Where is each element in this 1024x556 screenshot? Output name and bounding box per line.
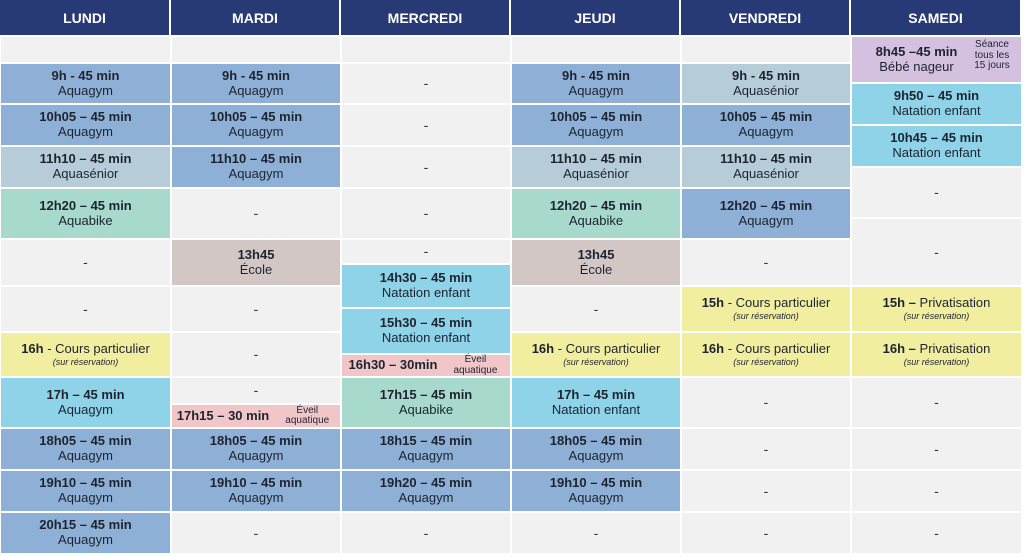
empty-dash: - [83, 300, 88, 317]
session-time: 10h05 – 45 min [549, 109, 643, 125]
empty-slot [511, 512, 681, 554]
session-activity: Aquabike [398, 401, 454, 417]
session-time: 19h10 – 45 min [39, 475, 132, 491]
session-activity: Aquagym [568, 490, 624, 505]
class-slot[interactable] [0, 428, 171, 470]
empty-dash: - [253, 346, 259, 363]
class-slot[interactable] [0, 63, 171, 104]
session-side-note: Séance tous les 15 jours [974, 39, 1010, 71]
empty-dash: - [423, 116, 429, 133]
session-line [883, 342, 991, 357]
session-time: 17h – 45 min [46, 386, 125, 402]
empty-slot [851, 167, 1022, 218]
session-activity: Aquagym [568, 448, 624, 463]
class-slot[interactable] [171, 146, 341, 188]
class-slot[interactable] [511, 470, 681, 512]
empty-slot [0, 286, 171, 332]
empty-dash: - [934, 524, 939, 541]
session-time: 15h30 – 45 min [379, 315, 473, 331]
session-activity: Aquagym [568, 124, 624, 139]
session-activity: Aquagym [228, 166, 284, 181]
class-slot[interactable] [681, 104, 851, 146]
class-slot[interactable] [511, 428, 681, 470]
empty-slot [171, 286, 341, 332]
session-time: 16h30 – 30min [348, 357, 438, 373]
empty-slot [171, 377, 341, 404]
day-header-jeudi: JEUDI [511, 0, 681, 35]
session-activity: Aquagym [58, 82, 113, 98]
session-time: 11h10 – 45 min [39, 151, 132, 167]
session-time: 13h45 [237, 246, 275, 262]
day-header-vendredi: VENDREDI [681, 0, 851, 35]
empty-dash: - [763, 524, 769, 541]
empty-dash: - [253, 300, 259, 317]
empty-slot [0, 239, 171, 286]
class-slot[interactable] [511, 188, 681, 239]
session-line [702, 296, 831, 311]
reservation-note: (sur réservation) [903, 356, 970, 367]
class-slot[interactable] [511, 377, 681, 428]
reservation-note: (sur réservation) [563, 356, 629, 367]
empty-slot [681, 377, 851, 428]
class-slot[interactable] [341, 428, 511, 470]
session-activity: Natation enfant [381, 285, 471, 300]
empty-dash: - [763, 394, 769, 411]
session-time: 18h05 – 45 min [209, 433, 303, 449]
session-time: 16h [701, 340, 725, 356]
empty-slot [851, 218, 1022, 286]
empty-slot [341, 512, 511, 554]
class-slot[interactable] [171, 63, 341, 104]
session-line [21, 342, 150, 357]
empty-slot [851, 512, 1022, 554]
reservation-note: (sur réservation) [903, 311, 970, 322]
session-time: 16h – [882, 340, 916, 356]
session-activity: Aquagym [228, 82, 284, 98]
empty-slot [511, 36, 681, 63]
session-time: 19h20 – 45 min [379, 475, 473, 491]
session-activity: Natation enfant [381, 330, 471, 345]
empty-slot [851, 428, 1022, 470]
session-activity: Aquasénior [733, 82, 799, 98]
session-activity: Aquagym [568, 82, 624, 98]
session-time: 12h20 – 45 min [39, 197, 132, 213]
class-slot[interactable] [851, 286, 1022, 332]
session-activity: Aquagym [398, 448, 454, 463]
class-slot[interactable] [341, 308, 511, 354]
class-slot[interactable] [171, 404, 341, 428]
empty-slot [681, 36, 851, 63]
session-time: 9h - 45 min [562, 67, 630, 83]
class-slot[interactable] [0, 188, 171, 239]
session-time: 18h05 – 45 min [549, 433, 643, 449]
session-activity: Aquagym [738, 124, 794, 139]
empty-dash: - [763, 254, 769, 271]
session-activity: - Cours particulier [724, 340, 831, 356]
session-activity: École [239, 261, 273, 277]
empty-dash: - [423, 243, 429, 260]
session-line [532, 342, 661, 357]
session-time: 20h15 – 45 min [39, 517, 132, 533]
empty-dash: - [253, 382, 259, 399]
session-activity: Aquagym [58, 401, 113, 417]
session-time: 10h05 – 45 min [209, 109, 303, 125]
class-slot[interactable] [511, 104, 681, 146]
session-activity: Aquagym [228, 124, 284, 139]
empty-dash: - [423, 205, 429, 222]
session-activity: Aquabike [568, 212, 624, 228]
session-activity: Privatisation [915, 340, 991, 356]
session-time: 12h20 – 45 min [549, 197, 643, 213]
empty-slot [0, 36, 171, 63]
session-activity: Aquabike [58, 212, 113, 228]
class-slot[interactable] [851, 332, 1022, 377]
empty-dash: - [593, 524, 599, 541]
session-time: 9h - 45 min [222, 67, 290, 83]
day-header-lundi: LUNDI [0, 0, 171, 35]
empty-dash: - [253, 205, 259, 222]
reservation-note: (sur réservation) [733, 356, 799, 367]
empty-slot [171, 188, 341, 239]
session-activity: Aquasénior [52, 166, 119, 181]
empty-slot [341, 36, 511, 63]
session-time: 8h45 –45 min [875, 43, 958, 59]
class-slot[interactable] [0, 377, 171, 428]
empty-dash: - [423, 524, 429, 541]
class-slot[interactable] [171, 428, 341, 470]
session-activity: Aquagym [228, 448, 284, 463]
session-time: 17h15 – 30 min [176, 407, 270, 423]
empty-slot [341, 63, 511, 104]
session-line [702, 342, 831, 357]
class-slot[interactable] [341, 470, 511, 512]
empty-dash: - [934, 394, 939, 411]
session-time: 11h10 – 45 min [550, 151, 642, 167]
session-time: 17h15 – 45 min [379, 386, 473, 402]
empty-slot [681, 428, 851, 470]
empty-dash: - [934, 440, 939, 457]
session-activity: - Cours particulier [554, 340, 661, 356]
session-activity: Aquagym [58, 532, 113, 547]
session-time: 11h10 – 45 min [720, 151, 812, 167]
empty-dash: - [763, 482, 769, 499]
session-activity: Aquasénior [733, 166, 799, 181]
empty-dash: - [83, 254, 88, 271]
class-slot[interactable] [341, 377, 511, 428]
empty-slot [341, 239, 511, 264]
class-slot[interactable] [0, 470, 171, 512]
empty-slot [851, 470, 1022, 512]
session-side-note: Éveil aquatique [453, 354, 498, 376]
empty-dash: - [763, 440, 769, 457]
session-time: 19h10 – 45 min [209, 475, 303, 491]
session-time: 15h [701, 295, 725, 311]
day-header-mardi: MARDI [171, 0, 341, 35]
reservation-note: (sur réservation) [52, 356, 119, 367]
class-slot[interactable] [851, 83, 1022, 125]
class-slot[interactable] [851, 36, 1022, 83]
class-slot[interactable] [0, 104, 171, 146]
session-time: 10h05 – 45 min [719, 109, 813, 125]
session-activity: Bébé nageur [879, 58, 954, 74]
class-slot[interactable] [681, 63, 851, 104]
session-time: 12h20 – 45 min [719, 197, 813, 213]
session-time: 9h - 45 min [51, 67, 120, 83]
session-line [883, 296, 991, 311]
empty-dash: - [934, 243, 939, 260]
session-activity: Privatisation [915, 295, 991, 311]
session-activity: Natation enfant [892, 103, 981, 118]
class-slot[interactable] [0, 332, 171, 377]
class-slot[interactable] [341, 354, 511, 377]
empty-slot [681, 239, 851, 286]
class-slot[interactable] [681, 188, 851, 239]
session-time: 18h05 – 45 min [39, 433, 132, 449]
session-activity: Aquagym [58, 124, 113, 139]
class-slot[interactable] [681, 286, 851, 332]
empty-slot [851, 377, 1022, 428]
empty-slot [171, 332, 341, 377]
session-time: 11h10 – 45 min [210, 151, 302, 167]
session-time: 13h45 [577, 246, 615, 262]
session-activity: Aquagym [398, 490, 454, 505]
session-time: 10h45 – 45 min [890, 130, 983, 146]
empty-slot [171, 36, 341, 63]
session-time: 16h [531, 340, 555, 356]
session-activity: Aquagym [738, 212, 794, 228]
class-slot[interactable] [511, 332, 681, 377]
session-activity: Aquagym [228, 490, 284, 505]
session-time: 10h05 – 45 min [39, 109, 132, 125]
session-activity: École [579, 261, 613, 277]
session-activity: Aquasénior [563, 166, 629, 181]
session-activity: Natation enfant [892, 145, 981, 160]
session-activity: Natation enfant [551, 401, 641, 417]
day-header-mercredi: MERCREDI [341, 0, 511, 35]
class-slot[interactable] [511, 239, 681, 286]
session-activity: Aquagym [58, 448, 113, 463]
class-slot[interactable] [681, 146, 851, 188]
session-activity: - Cours particulier [724, 295, 831, 311]
class-slot[interactable] [171, 470, 341, 512]
session-time: 16h [21, 340, 44, 356]
class-slot[interactable] [681, 332, 851, 377]
class-slot[interactable] [0, 512, 171, 554]
class-slot[interactable] [171, 104, 341, 146]
class-slot[interactable] [511, 63, 681, 104]
session-activity: Aquagym [58, 490, 113, 505]
session-side-note: Éveil aquatique [285, 404, 330, 426]
empty-slot [681, 512, 851, 554]
empty-slot [341, 146, 511, 188]
empty-slot [341, 104, 511, 146]
session-time: 15h – [882, 295, 916, 311]
empty-dash: - [934, 184, 939, 201]
empty-dash: - [253, 524, 259, 541]
empty-slot [681, 470, 851, 512]
class-slot[interactable] [341, 264, 511, 308]
empty-slot [511, 286, 681, 332]
session-time: 14h30 – 45 min [379, 270, 473, 286]
class-slot[interactable] [511, 146, 681, 188]
reservation-note: (sur réservation) [733, 311, 799, 322]
class-slot[interactable] [851, 125, 1022, 167]
empty-dash: - [934, 482, 939, 499]
empty-slot [171, 512, 341, 554]
empty-slot [341, 188, 511, 239]
class-slot[interactable] [171, 239, 341, 286]
empty-dash: - [423, 75, 429, 92]
class-slot[interactable] [0, 146, 171, 188]
empty-dash: - [593, 300, 599, 317]
session-time: 18h15 – 45 min [379, 433, 473, 449]
session-activity: - Cours particulier [43, 340, 150, 356]
session-time: 9h - 45 min [732, 67, 800, 83]
session-time: 19h10 – 45 min [549, 475, 643, 491]
day-header-samedi: SAMEDI [851, 0, 1022, 35]
session-time: 9h50 – 45 min [893, 88, 980, 104]
empty-dash: - [423, 158, 429, 175]
session-time: 17h – 45 min [556, 386, 636, 402]
